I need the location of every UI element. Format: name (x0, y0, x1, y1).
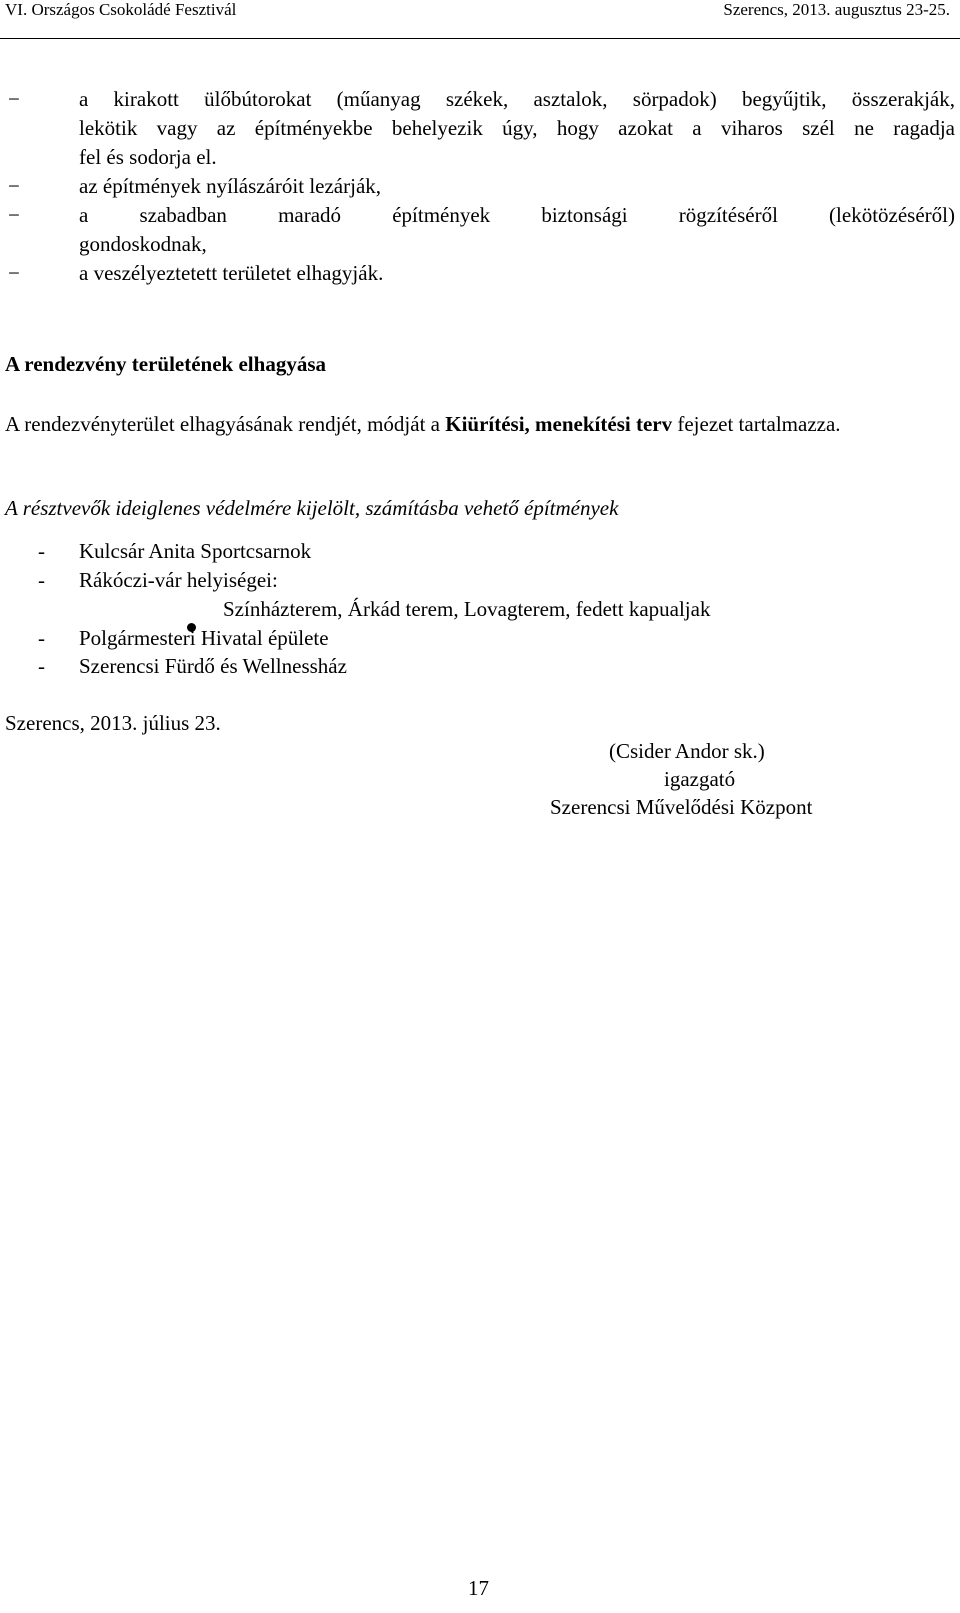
list-marker: − (8, 261, 20, 285)
list-item-line: fel és sodorja el. (79, 145, 217, 169)
signatory-name: (Csider Andor sk.) (609, 739, 765, 763)
list-item-line: a szabadban maradó építmények biztonsági rögzítéséről (lekötözéséről) (79, 203, 955, 227)
list-item-line: a veszélyeztetett területet elhagyják. (79, 261, 384, 285)
section-heading: A rendezvény területének elhagyása (5, 352, 326, 376)
list-marker: − (8, 174, 20, 198)
list-marker: - (38, 539, 45, 563)
list-item-text: Kulcsár Anita Sportcsarnok (79, 539, 312, 563)
paragraph-text: A rendezvényterület elhagyásának rendjét, módját a (5, 412, 446, 436)
header-rule (0, 38, 960, 39)
list-item-text: Rákóczi-vár helyiségei: (79, 568, 278, 592)
signatory-title: igazgató (664, 767, 736, 791)
paragraph-text-end: fejezet tartalmazza. (672, 412, 841, 436)
page-number: 17 (468, 1576, 489, 1600)
evacuation-paragraph (5, 410, 955, 439)
header-date: Szerencs, 2013. augusztus 23-25. (723, 0, 950, 19)
place-date: Szerencs, 2013. július 23. (5, 711, 221, 735)
list-item-line: a kirakott ülőbútorokat (műanyag székek, asztalok, sörpadok) begyűjtik, összerakják, (79, 87, 955, 111)
list-marker: - (38, 626, 45, 650)
header-title: VI. Országos Csokoládé Fesztivál (5, 0, 237, 19)
list-marker: - (38, 654, 45, 678)
list-item-line: az építmények nyílászáróit lezárják, (79, 174, 382, 198)
paragraph-bold-reference: Kiürítési, menekítési terv (445, 412, 673, 436)
sub-list-item: Színházterem, Árkád terem, Lovagterem, fedett kapualjak (223, 597, 711, 621)
list-marker: − (8, 87, 20, 111)
list-item-text: Polgármesteri Hivatal épülete (79, 626, 329, 650)
list-item-line: gondoskodnak, (79, 232, 207, 256)
signatory-organization: Szerencsi Művelődési Központ (550, 795, 813, 819)
list-item-text: Szerencsi Fürdő és Wellnessház (79, 654, 347, 678)
running-header (0, 0, 960, 40)
list-marker: − (8, 203, 20, 227)
list-marker: - (38, 568, 45, 592)
shelter-heading: A résztvevők ideiglenes védelmére kijelölt, számításba vehető építmények (5, 496, 619, 520)
list-item-line: lekötik vagy az építményekbe behelyezik úgy, hogy azokat a viharos szél ne ragadja (79, 116, 955, 140)
